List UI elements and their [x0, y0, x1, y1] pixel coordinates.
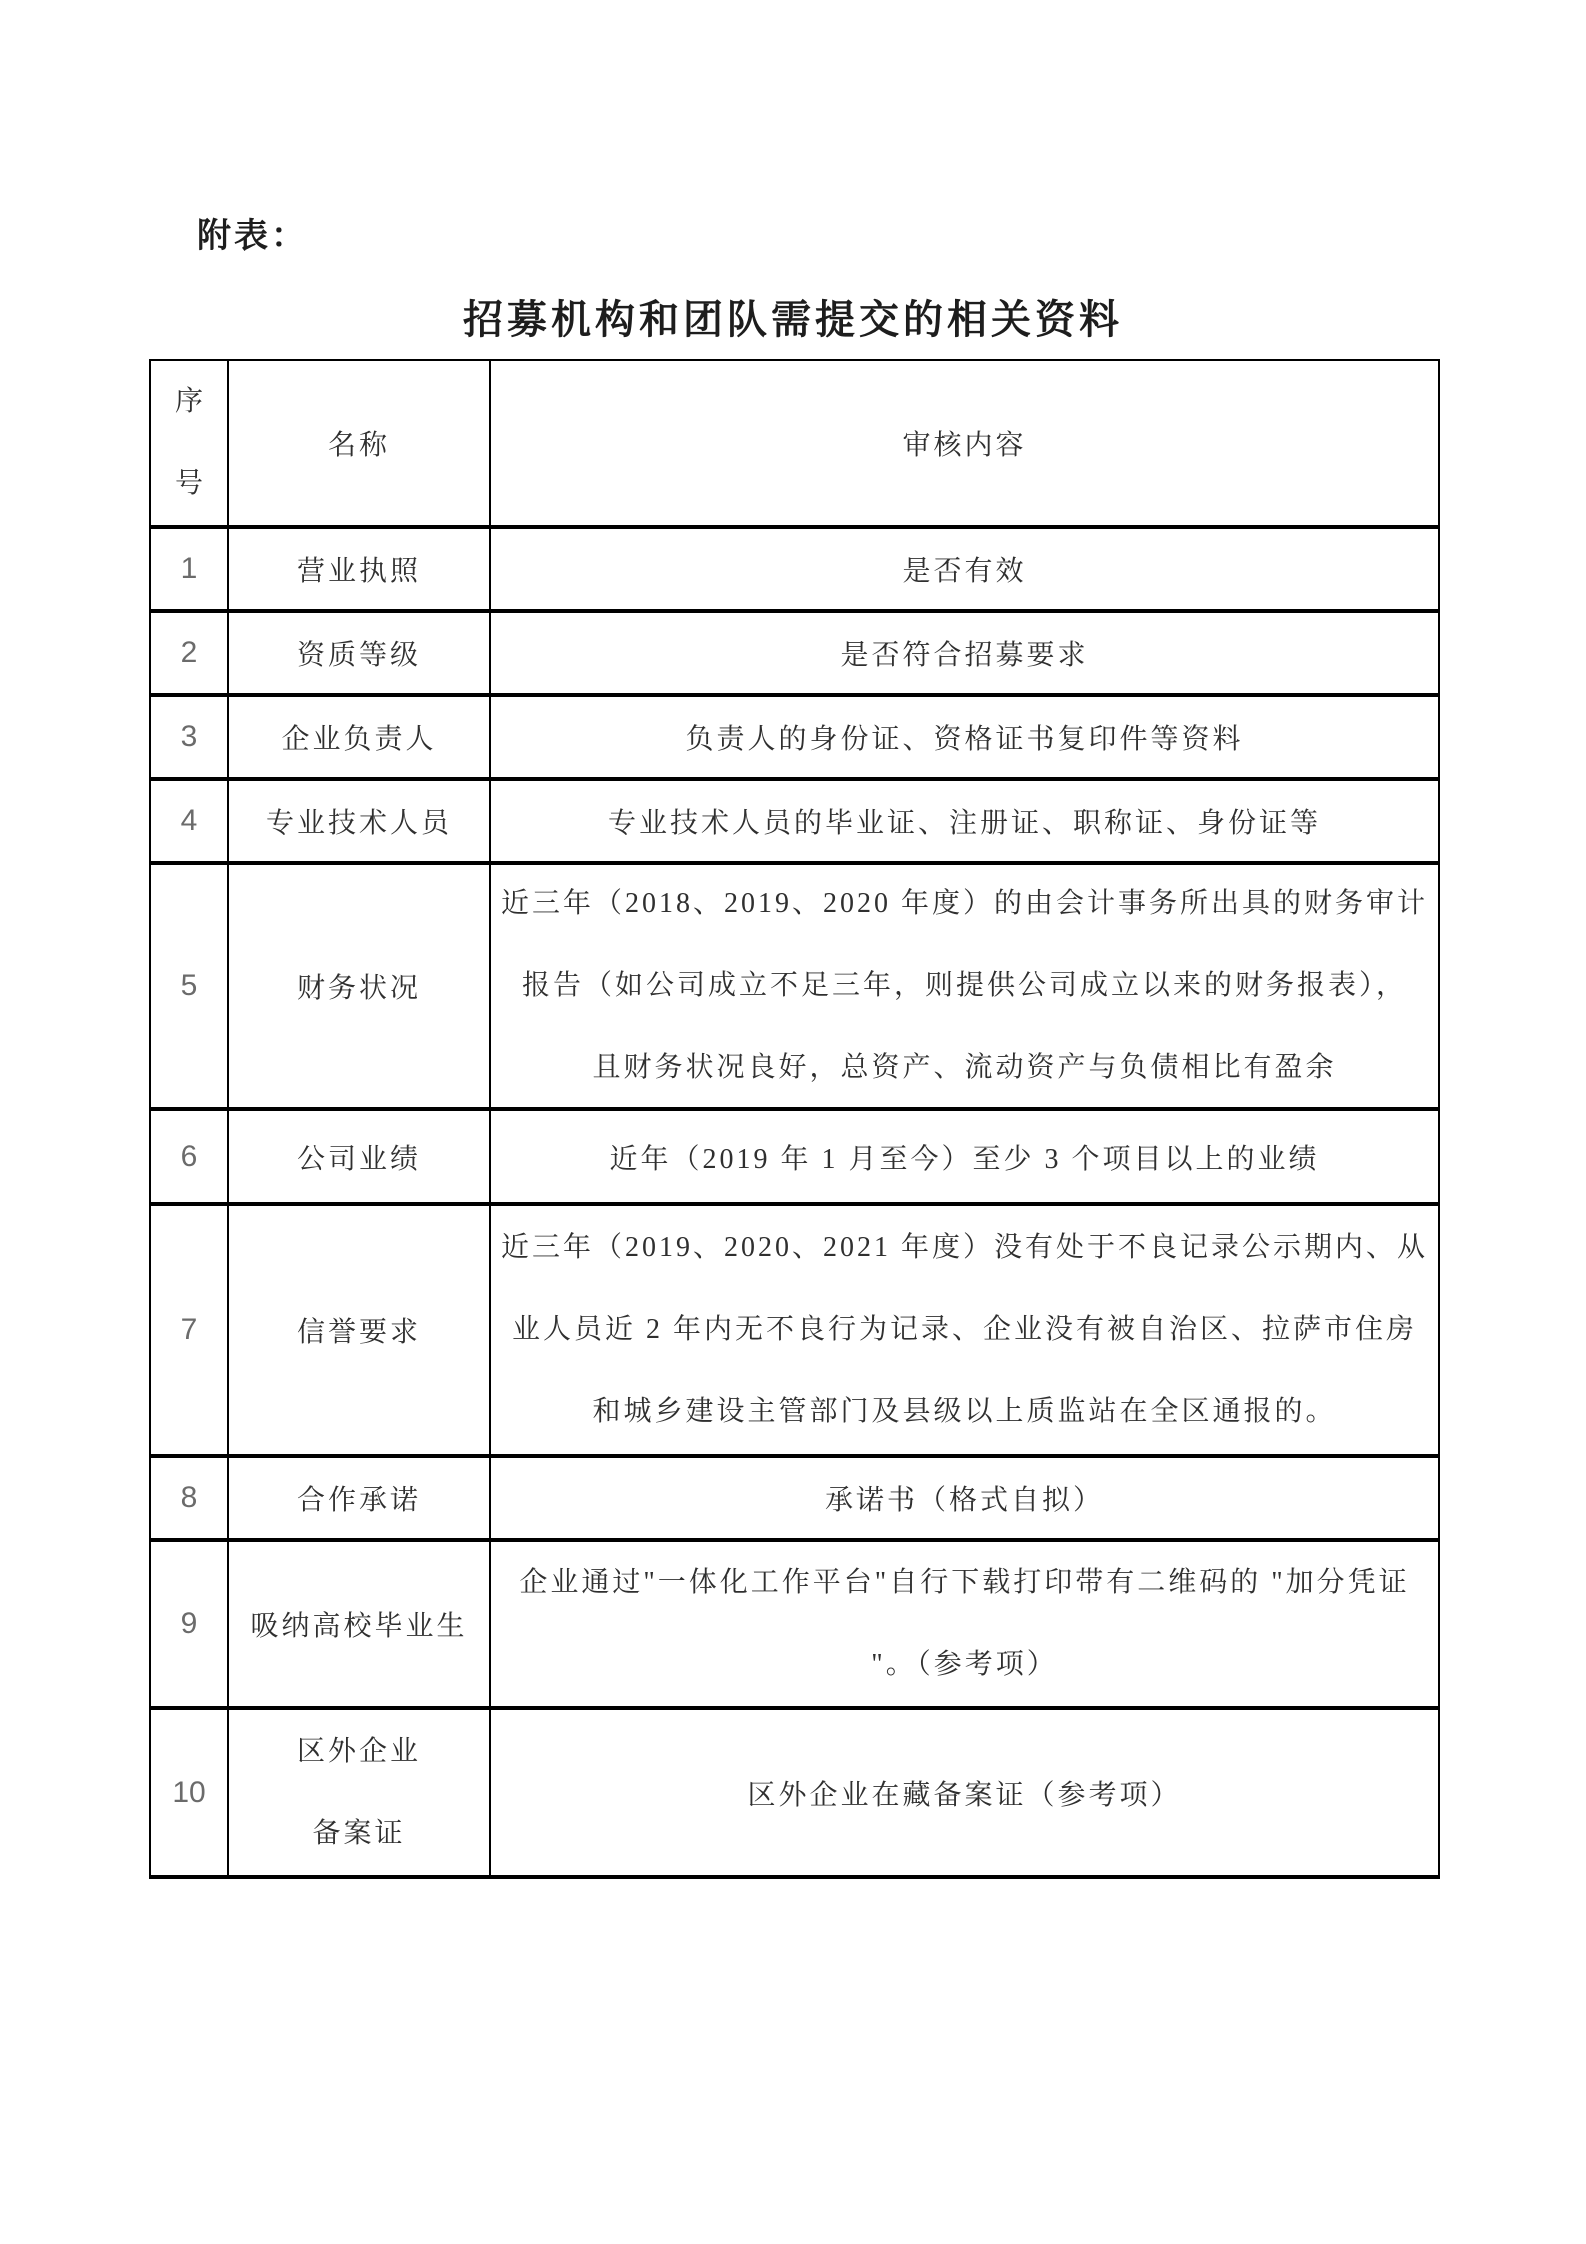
- row-number: 10: [151, 1710, 229, 1875]
- content-line: 区外企业在藏备案证（参考项）: [747, 1779, 1182, 1811]
- content-line: 和城乡建设主管部门及县级以上质监站在全区通报的。: [592, 1396, 1337, 1427]
- table-row: [151, 781, 1438, 865]
- content-cell: [491, 1206, 1438, 1454]
- materials-table: [149, 359, 1440, 1879]
- name-line: 专业技术人员: [265, 808, 452, 839]
- content-cell: [491, 697, 1438, 777]
- name-cell: [229, 697, 491, 777]
- content-line: 且财务状况良好，总资产、流动资产与负债相比有盈余: [592, 1052, 1337, 1083]
- content-line: 近三年（2019、2020、2021 年度）没有处于不良记录公示期内、从: [501, 1232, 1429, 1263]
- name-line: 公司业绩: [296, 1143, 421, 1175]
- name-cell: [229, 1542, 491, 1706]
- name-line: 财务状况: [296, 973, 421, 1004]
- name-line: 吸纳高校毕业生: [250, 1611, 468, 1642]
- name-line: 合作承诺: [296, 1485, 421, 1516]
- content-cell: [491, 613, 1438, 693]
- name-line: 信誉要求: [296, 1317, 421, 1348]
- content-line: 是否有效: [902, 556, 1027, 587]
- content-line: "。（参考项）: [871, 1649, 1058, 1680]
- table-row: [151, 613, 1438, 697]
- row-number: 8: [151, 1458, 229, 1538]
- header-row: [151, 361, 1438, 529]
- name-cell: [229, 1710, 491, 1875]
- content-cell: [491, 1111, 1438, 1202]
- name-line: 备案证: [312, 1817, 406, 1849]
- page-label: 附表：: [197, 218, 308, 255]
- content-line: 近年（2019 年 1 月至今）至少 3 个项目以上的业绩: [609, 1143, 1320, 1175]
- name-cell: [229, 1458, 491, 1538]
- content-cell: [491, 1710, 1438, 1875]
- name-cell: [229, 1206, 491, 1454]
- content-line: 近三年（2018、2019、2020 年度）的由会计事务所出具的财务审计: [501, 888, 1429, 919]
- name-cell: [229, 529, 491, 609]
- table-row: [151, 1458, 1438, 1542]
- table-row: [151, 1111, 1438, 1206]
- doc-title: 招募机构和团队需提交的相关资料: [463, 297, 1123, 342]
- header-content-label: 审核内容: [902, 430, 1027, 461]
- name-cell: [229, 781, 491, 861]
- row-number: 1: [151, 529, 229, 609]
- content-cell: [491, 865, 1438, 1107]
- row-number: 2: [151, 613, 229, 693]
- content-cell: [491, 1542, 1438, 1706]
- row-number: 9: [151, 1542, 229, 1706]
- table-row: [151, 1710, 1438, 1875]
- table-row: [151, 865, 1438, 1111]
- row-number: 7: [151, 1206, 229, 1454]
- content-line: 专业技术人员的毕业证、注册证、职称证、身份证等: [607, 808, 1321, 839]
- row-number: 3: [151, 697, 229, 777]
- name-line: 企业负责人: [281, 724, 437, 755]
- content-line: 负责人的身份证、资格证书复印件等资料: [685, 724, 1244, 755]
- row-number: 6: [151, 1111, 229, 1202]
- content-line: 承诺书（格式自拟）: [824, 1485, 1104, 1516]
- header-cell-name: [229, 361, 491, 525]
- row-number: 5: [151, 865, 229, 1107]
- content-line: 业人员近 2 年内无不良行为记录、企业没有被自治区、拉萨市住房: [511, 1314, 1417, 1345]
- header-cell-content: [491, 361, 1438, 525]
- name-line: 资质等级: [296, 640, 421, 671]
- table-row: [151, 529, 1438, 613]
- name-cell: [229, 613, 491, 693]
- header-cell-no: [151, 361, 229, 525]
- name-line: 区外企业: [296, 1735, 421, 1767]
- name-cell: [229, 865, 491, 1107]
- name-line: 营业执照: [296, 556, 421, 587]
- content-cell: [491, 781, 1438, 861]
- name-cell: [229, 1111, 491, 1202]
- header-name-label: 名称: [327, 430, 390, 461]
- header-no-line1: 序: [174, 386, 203, 417]
- row-number: 4: [151, 781, 229, 861]
- content-line: 企业通过"一体化工作平台"自行下载打印带有二维码的 "加分凭证: [519, 1567, 1410, 1598]
- table-row: [151, 1542, 1438, 1710]
- content-cell: [491, 529, 1438, 609]
- content-line: 是否符合招募要求: [840, 640, 1089, 671]
- header-no-line2: 号: [174, 468, 203, 499]
- table-row: [151, 1206, 1438, 1458]
- table-row: [151, 697, 1438, 781]
- content-cell: [491, 1458, 1438, 1538]
- content-line: 报告（如公司成立不足三年，则提供公司成立以来的财务报表），: [521, 970, 1407, 1001]
